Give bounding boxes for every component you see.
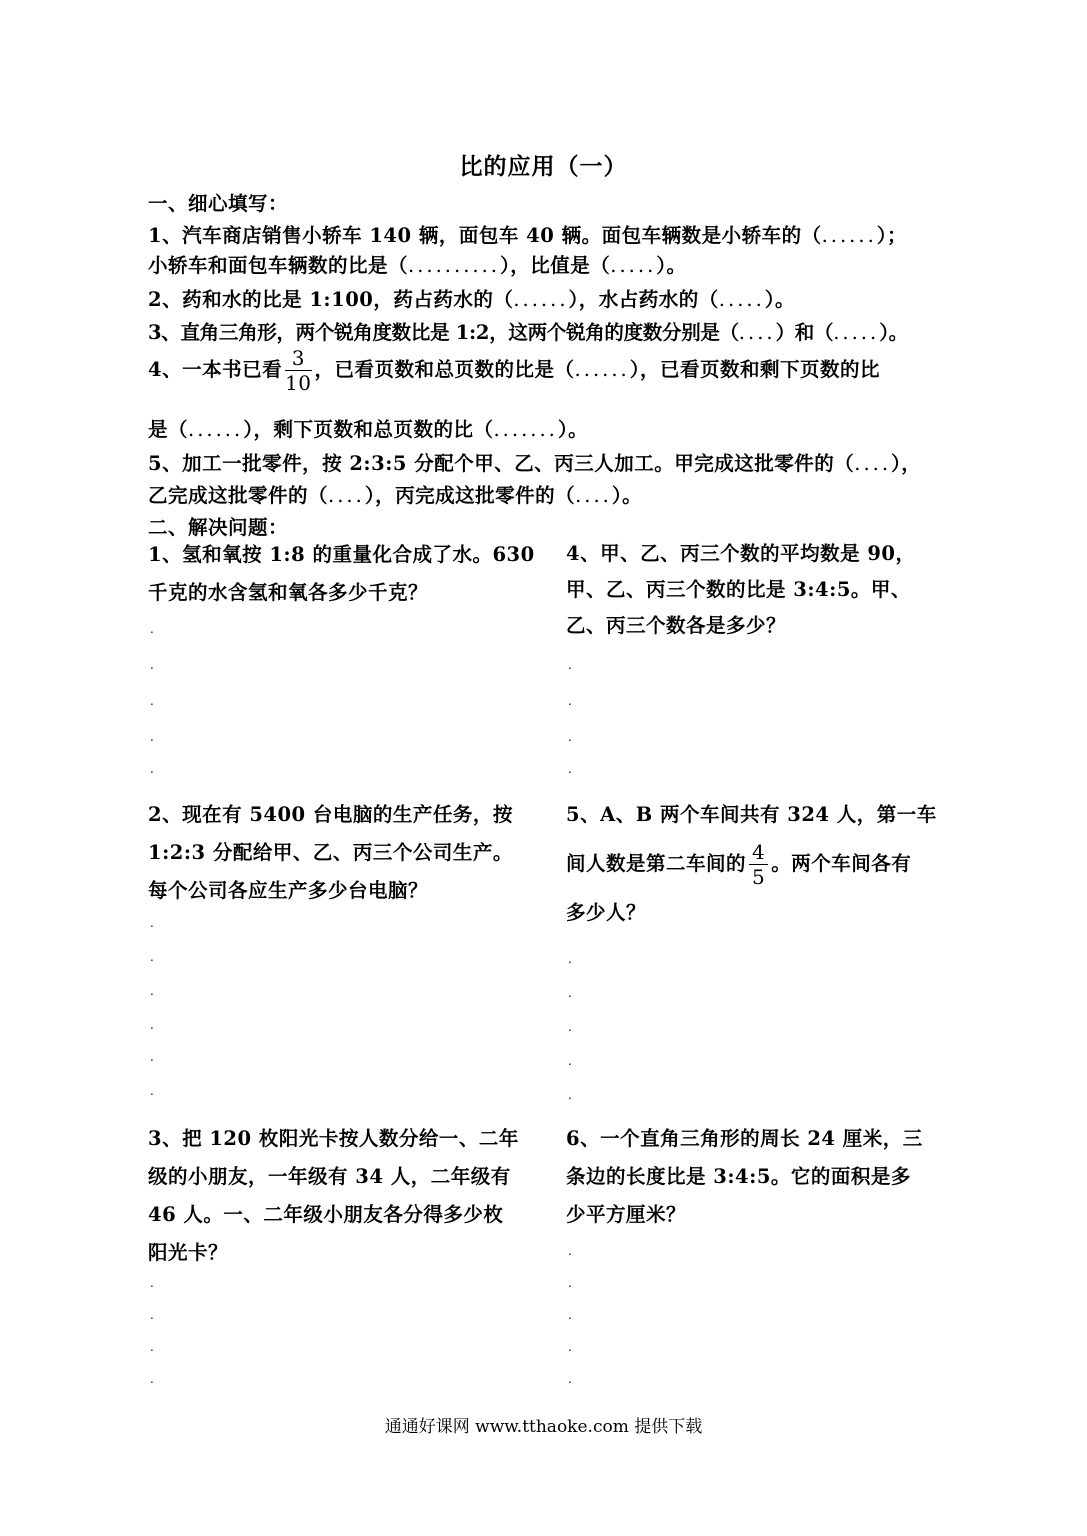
scan-dot: . [568, 1244, 572, 1258]
q4-text-d: 是（ [148, 418, 189, 441]
q2-text-a: 2、药和水的比是 1:100，药占药水的（ [148, 288, 514, 311]
question-5-line-2 [148, 480, 642, 508]
scan-dot: . [150, 730, 154, 744]
q2-blank-2: ..... [718, 288, 765, 311]
q5-blank-2: .... [328, 484, 365, 507]
scan-dot: . [150, 1308, 154, 1322]
q1-text-c: 小轿车和面包车辆数的比是（ [148, 254, 409, 277]
q2-text-b: ），水占药水的（ [568, 288, 719, 311]
question-3 [148, 317, 908, 345]
section1-heading: 一、细心填写： [148, 192, 289, 215]
q3-text-c: ）。 [879, 321, 908, 344]
question-5-line-1 [148, 448, 921, 476]
problem-2-line-3: 每个公司各应生产多少台电脑？ [148, 879, 429, 902]
q4-blank-1: ...... [574, 358, 630, 381]
q3-text-b: ）和（ [775, 321, 834, 344]
question-2 [148, 284, 795, 312]
scan-dot: . [568, 1276, 572, 1290]
problem-6-line-2: 条边的长度比是 3:4:5。它的面积是多 [566, 1165, 911, 1188]
scan-dot: . [150, 1340, 154, 1354]
scan-dot: . [568, 694, 572, 708]
question-1-line-2 [148, 250, 687, 278]
page-title: 比的应用（一） [459, 153, 628, 180]
scan-dot: . [568, 1308, 572, 1322]
scan-dot: . [568, 1340, 572, 1354]
q3-blank-1: .... [738, 321, 776, 344]
q4-text-f: ）。 [557, 418, 589, 441]
q1-text-b: ）； [876, 224, 908, 247]
q1-blank-1: ...... [821, 224, 877, 247]
scan-dot: . [150, 916, 154, 930]
q1-text-d: ），比值是（ [500, 254, 611, 277]
scan-dot: . [568, 986, 572, 1000]
scan-dot: . [150, 1372, 154, 1386]
scan-dot: . [568, 1020, 572, 1034]
scan-dot: . [568, 952, 572, 966]
problem-2-line-1: 2、现在有 5400 台电脑的生产任务，按 [148, 803, 513, 826]
scan-dot: . [150, 1018, 154, 1032]
scan-dot: . [568, 1372, 572, 1386]
scan-dot: . [150, 762, 154, 776]
q5-text-d: ），丙完成这批零件的（ [364, 484, 576, 507]
scan-dot: . [150, 1084, 154, 1098]
fraction-denominator: 10 [285, 371, 312, 395]
q3-blank-2: ..... [833, 321, 880, 344]
problem-1 [148, 536, 548, 612]
q1-blank-3: ..... [610, 254, 657, 277]
problem-4-line-3: 乙、丙三个数各是多少？ [566, 614, 787, 637]
problem-3-line-4: 阳光卡？ [148, 1241, 229, 1264]
q4-blank-2: ...... [188, 418, 244, 441]
problem-5-line-1: 5、A、B 两个车间共有 324 人，第一车 [566, 803, 937, 826]
problem-3-line-1: 3、把 120 枚阳光卡按人数分给一、二年 [148, 1127, 519, 1150]
q1-text-e: ）。 [656, 254, 687, 277]
q5-text-e: ）。 [611, 484, 643, 507]
q2-text-c: ）。 [764, 288, 796, 311]
q1-text-a: 1、汽车商店销售小轿车 140 辆，面包车 40 辆。面包车辆数是小轿车的（ [148, 224, 822, 247]
scan-dot: . [150, 1050, 154, 1064]
problem-4-line-2: 甲、乙、丙三个数的比是 3:4:5。甲、 [566, 578, 911, 601]
problem-5-text-a: 间人数是第二车间的 [566, 852, 747, 875]
q4-text-b: ，已看页数和总页数的比是（ [314, 358, 575, 381]
question-4-line-1 [148, 348, 880, 393]
q4-text-e: ），剩下页数和总页数的比（ [243, 418, 494, 441]
q5-blank-3: .... [575, 484, 612, 507]
question-1-line-1 [148, 220, 907, 248]
q2-blank-1: ...... [513, 288, 569, 311]
q3-text-a: 3、直角三角形，两个锐角度数比是 1:2，这两个锐角的度数分别是（ [148, 321, 739, 344]
fraction-3-10 [285, 348, 311, 393]
fraction-denominator: 5 [752, 865, 766, 889]
q4-blank-3: ....... [493, 418, 558, 441]
fraction-numerator: 4 [749, 842, 768, 865]
q5-text-b: ）， [891, 452, 922, 475]
fraction-numerator: 3 [285, 348, 311, 371]
problem-6-line-3: 少平方厘米？ [566, 1203, 687, 1226]
scan-dot: . [150, 622, 154, 636]
q1-blank-2: .......... [408, 254, 501, 277]
q5-text-a: 5、加工一批零件，按 2:3:5 分配个甲、乙、丙三人加工。甲完成这批零件的（ [148, 452, 855, 475]
problem-5-line-3: 多少人？ [566, 901, 647, 924]
problem-6-line-1: 6、一个直角三角形的周长 24 厘米，三 [566, 1127, 923, 1150]
problem-1-line-2: 千克的水含氢和氧各多少千克？ [148, 581, 429, 604]
q5-blank-1: .... [854, 452, 892, 475]
scan-dot: . [150, 1276, 154, 1290]
page-footer: 通通好课网 www.tthaoke.com 提供下载 [384, 1417, 703, 1437]
problem-5 [566, 796, 946, 932]
problem-1-line-1: 1、氢和氧按 1:8 的重量化合成了水。630 [148, 543, 535, 566]
question-4-line-2 [148, 414, 588, 442]
problem-4 [566, 536, 946, 644]
q4-text-c: ），已看页数和剩下页数的比 [629, 358, 881, 381]
scan-dot: . [150, 658, 154, 672]
problem-6 [566, 1120, 946, 1234]
problem-3-line-2: 级的小朋友，一年级有 34 人，二年级有 [148, 1165, 511, 1188]
scan-dot: . [150, 694, 154, 708]
fraction-4-5 [749, 842, 768, 887]
scan-dot: . [568, 730, 572, 744]
q4-text-a: 4、一本书已看 [148, 358, 283, 381]
q5-text-c: 乙完成这批零件的（ [148, 484, 329, 507]
problem-3-line-3: 46 人。一、二年级小朋友各分得多少枚 [148, 1203, 504, 1226]
problem-5-text-b: 。两个车间各有 [771, 852, 912, 875]
problem-5-line-2 [566, 834, 946, 894]
scan-dot: . [568, 658, 572, 672]
scan-dot: . [568, 762, 572, 776]
problem-4-line-1: 4、甲、乙、丙三个数的平均数是 90， [566, 542, 916, 565]
scan-dot: . [568, 1054, 572, 1068]
scan-dot: . [568, 1088, 572, 1102]
scan-dot: . [150, 950, 154, 964]
section2-heading: 二、解决问题： [148, 516, 289, 539]
problem-3 [148, 1120, 548, 1272]
problem-2-line-2: 1:2:3 分配给甲、乙、丙三个公司生产。 [148, 841, 513, 864]
problem-2 [148, 796, 548, 910]
scan-dot: . [150, 984, 154, 998]
